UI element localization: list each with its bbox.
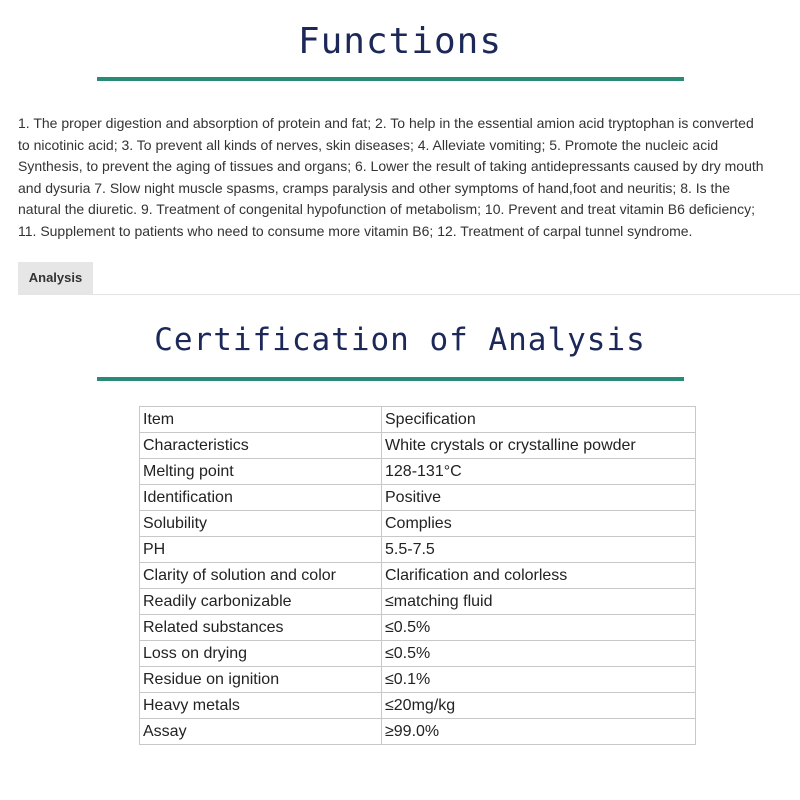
table-row bbox=[140, 719, 696, 745]
functions-title: Functions bbox=[297, 21, 503, 62]
table-row bbox=[140, 511, 696, 537]
table-row bbox=[140, 485, 696, 511]
table-cell-item: Readily carbonizable bbox=[140, 589, 382, 615]
table-cell-item: Item bbox=[140, 407, 382, 433]
table-row bbox=[140, 589, 696, 615]
functions-line: natural the diuretic. 9. Treatment of congenital hypofunction of metabolism; 10. Prevent and treat vitamin B6 deficiency; bbox=[18, 201, 755, 217]
table-cell-specification: Clarification and colorless bbox=[382, 563, 696, 589]
table-row bbox=[140, 693, 696, 719]
table-cell-item: Related substances bbox=[140, 615, 382, 641]
table-cell-specification: Positive bbox=[382, 485, 696, 511]
table-cell-specification: ≤20mg/kg bbox=[382, 693, 696, 719]
table-cell-specification: ≤0.1% bbox=[382, 667, 696, 693]
table-cell-item: Solubility bbox=[140, 511, 382, 537]
functions-line: and dysuria 7. Slow night muscle spasms, cramps paralysis and other symptoms of hand,foot and neuritis; 8. Is the bbox=[18, 179, 731, 196]
table-cell-item: PH bbox=[140, 537, 382, 563]
table-cell-item: Clarity of solution and color bbox=[140, 563, 382, 589]
table-cell-specification: ≤0.5% bbox=[382, 615, 696, 641]
table-row bbox=[140, 615, 696, 641]
tab-analysis[interactable]: Analysis bbox=[18, 262, 93, 294]
functions-description bbox=[18, 113, 800, 243]
analysis-title-underline bbox=[97, 377, 684, 381]
table-cell-item: Characteristics bbox=[140, 433, 382, 459]
table-cell-item: Identification bbox=[140, 485, 382, 511]
analysis-table bbox=[139, 406, 696, 745]
functions-line: to nicotinic acid; 3. To prevent all kinds of nerves, skin diseases; 4. Alleviate vomiting; 5. Promote the nucleic acid bbox=[18, 136, 719, 153]
table-cell-specification: ≥99.0% bbox=[382, 719, 696, 745]
table-row bbox=[140, 407, 696, 433]
table-cell-item: Loss on drying bbox=[140, 641, 382, 667]
table-row bbox=[140, 563, 696, 589]
table-cell-specification: Specification bbox=[382, 407, 696, 433]
table-row bbox=[140, 667, 696, 693]
functions-line: 1. The proper digestion and absorption of protein and fat; 2. To help in the essential amion acid tryptophan is converted bbox=[18, 115, 754, 131]
table-cell-specification: White crystals or crystalline powder bbox=[382, 433, 696, 459]
tab-bar-divider bbox=[18, 294, 800, 295]
table-cell-specification: 128-131°C bbox=[382, 459, 696, 485]
table-cell-specification: Complies bbox=[382, 511, 696, 537]
table-cell-item: Residue on ignition bbox=[140, 667, 382, 693]
analysis-title: Certification of Analysis bbox=[154, 322, 646, 358]
table-row bbox=[140, 537, 696, 563]
table-cell-item: Melting point bbox=[140, 459, 382, 485]
table-cell-item: Heavy metals bbox=[140, 693, 382, 719]
table-cell-item: Assay bbox=[140, 719, 382, 745]
functions-line: Synthesis, to prevent the aging of tissues and organs; 6. Lower the result of taking antidepressants caused by dry mouth bbox=[18, 158, 764, 174]
functions-title-underline bbox=[97, 77, 684, 81]
table-cell-specification: ≤matching fluid bbox=[382, 589, 696, 615]
table-row bbox=[140, 433, 696, 459]
table-cell-specification: 5.5-7.5 bbox=[382, 537, 696, 563]
table-row bbox=[140, 641, 696, 667]
table-cell-specification: ≤0.5% bbox=[382, 641, 696, 667]
functions-line: 11. Supplement to patients who need to consume more vitamin B6; 12. Treatment of carpal tunnel syndrome. bbox=[18, 222, 693, 239]
table-row bbox=[140, 459, 696, 485]
